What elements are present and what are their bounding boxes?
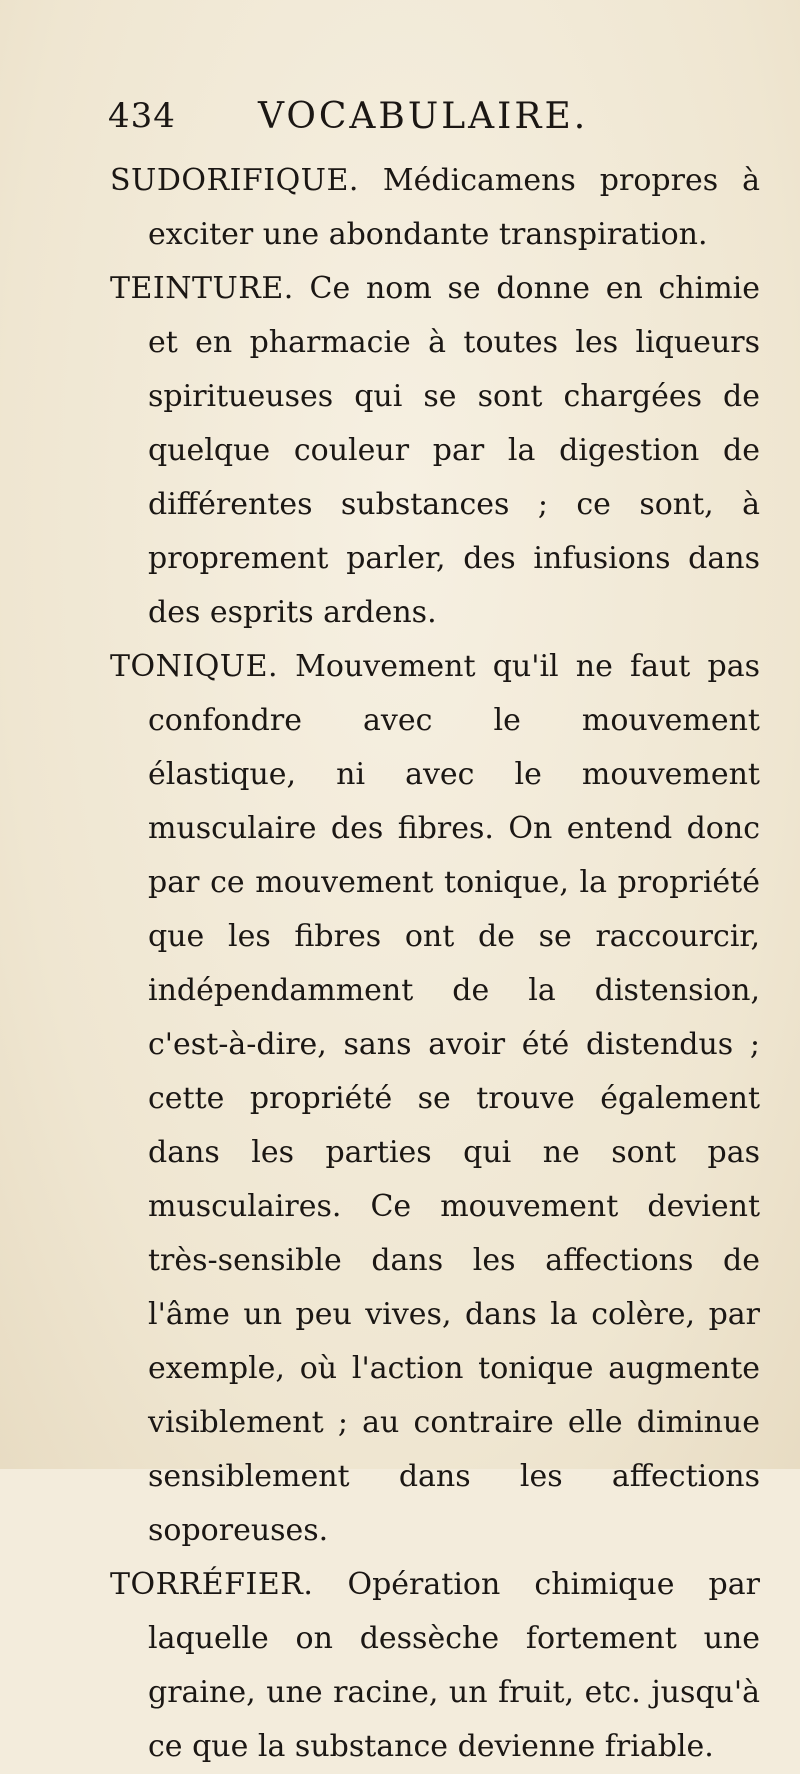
headword: SUDORIFIQUE. — [110, 163, 359, 198]
running-title: VOCABULAIRE. — [258, 96, 589, 137]
page-header — [108, 96, 748, 146]
definition: Médicamens propres à exciter une abondante transpiration. — [148, 163, 760, 252]
entry-tonique — [110, 640, 760, 1558]
vocabulary-entries — [110, 154, 760, 1774]
entry-torrefier — [110, 1558, 760, 1774]
headword: TEINTURE. — [110, 271, 294, 306]
definition: Mouvement qu'il ne faut pas confondre avec le mouvement élastique, ni avec le mouvement musculaire des fibres. On entend donc par ce mouvement tonique, la propriété que les fibres ont de se raccourcir, indépendamment de la distension, c'est-à-dire, sans avoir été distendus ; cette propriété se trouve également dans les parties qui ne sont pas musculaires. Ce mouvement devient très-sensible dans les affections de l'âme un peu vives, dans la colère, par exemple, où l'action tonique augmente visiblement ; au contraire elle diminue sensiblement dans les affections soporeuses. — [148, 649, 760, 1548]
entry-teinture — [110, 262, 760, 640]
entry-sudorifique — [110, 154, 760, 262]
definition: Ce nom se donne en chimie et en pharmacie à toutes les liqueurs spiritueuses qui se sont chargées de quelque couleur par la digestion de différentes substances ; ce sont, à proprement parler, des infusions dans des esprits ardens. — [148, 271, 760, 630]
headword: TORRÉFIER. — [110, 1567, 314, 1602]
page-number: 434 — [108, 96, 176, 136]
headword: TONIQUE. — [110, 649, 279, 684]
definition: Opération chimique par laquelle on dessèche fortement une graine, une racine, un fruit, etc. jusqu'à ce que la substance devienne friable. — [148, 1567, 760, 1764]
